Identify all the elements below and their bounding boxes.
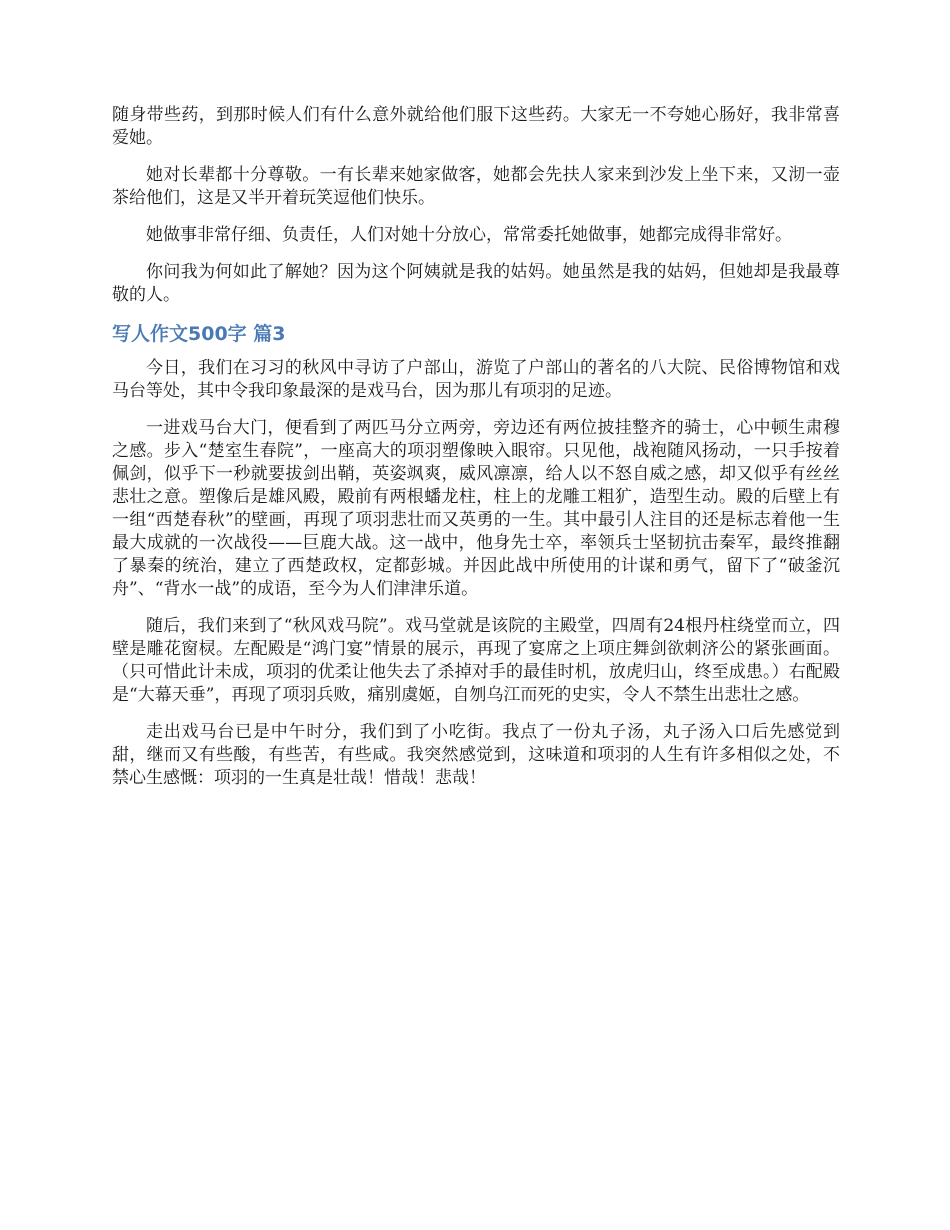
paragraph: 一进戏马台大门，便看到了两匹马分立两旁，旁边还有两位披挂整齐的骑士，心中顿生肃穆之感。步入“楚室生春院”，一座高大的项羽塑像映入眼帘。只见他，战袍随风扬动，一只手按着佩剑，似乎下一秒就要拔剑出鞘，英姿飒爽，威风凛凛，给人以不怒自威之感，却又似乎有丝丝悲壮之意。塑像后是雄风殿，殿前有两根蟠龙柱，柱上的龙雕工粗犷，造型生动。殿的后壁上有一组“西楚春秋”的壁画，再现了项羽悲壮而又英勇的一生。其中最引人注目的还是标志着他一生最大成就的一次战役——巨鹿大战。这一战中，他身先士卒，率领兵士坚韧抗击秦军，最终推翻了暴秦的统治，建立了西楚政权，定都彭城。并因此战中所使用的计谋和勇气，留下了“破釜沉舟”、“背水一战”的成语，至今为人们津津乐道。: [112, 418, 840, 599]
paragraph: 随身带些药，到那时候人们有什么意外就给他们服下这些药。大家无一不夸她心肠好，我非常喜爱她。: [112, 105, 840, 148]
paragraph: 随后，我们来到了“秋风戏马院”。戏马堂就是该院的主殿堂，四周有24根丹柱绕堂而立，四壁是雕花窗棂。左配殿是“鸿门宴”情景的展示，再现了宴席之上项庄舞剑欲刺济公的紧张画面。（只可惜此计未成，项羽的优柔让他失去了杀掉对手的最佳时机，放虎归山，终至成患。）右配殿是“大幕天垂”，再现了项羽兵败，痛别虞姬，自刎乌江而死的史实，令人不禁生出悲壮之感。: [112, 616, 840, 705]
paragraph: 今日，我们在习习的秋风中寻访了户部山，游览了户部山的著名的八大院、民俗博物馆和戏马台等处，其中令我印象最深的是戏马台，因为那儿有项羽的足迹。: [112, 358, 840, 401]
paragraph: 她做事非常仔细、负责任，人们对她十分放心，常常委托她做事，她都完成得非常好。: [146, 225, 792, 245]
paragraph: 你问我为何如此了解她？因为这个阿姨就是我的姑妈。她虽然是我的姑妈，但她却是我最尊敬的人。: [112, 262, 840, 305]
paragraph: 她对长辈都十分尊敬。一有长辈来她家做客，她都会先扶人家来到沙发上坐下来，又沏一壶茶给他们，这是又半开着玩笑逗他们快乐。: [112, 165, 840, 208]
document-page: [112, 104, 840, 804]
paragraph: 走出戏马台已是中午时分，我们到了小吃街。我点了一份丸子汤，丸子汤入口后先感觉到甜，继而又有些酸，有些苦，有些咸。我突然感觉到，这味道和项羽的人生有许多相似之处，不禁心生感慨：项羽的一生真是壮哉！惜哉！悲哉！: [112, 722, 840, 788]
section-heading: 写人作文500字 篇3: [112, 323, 286, 345]
